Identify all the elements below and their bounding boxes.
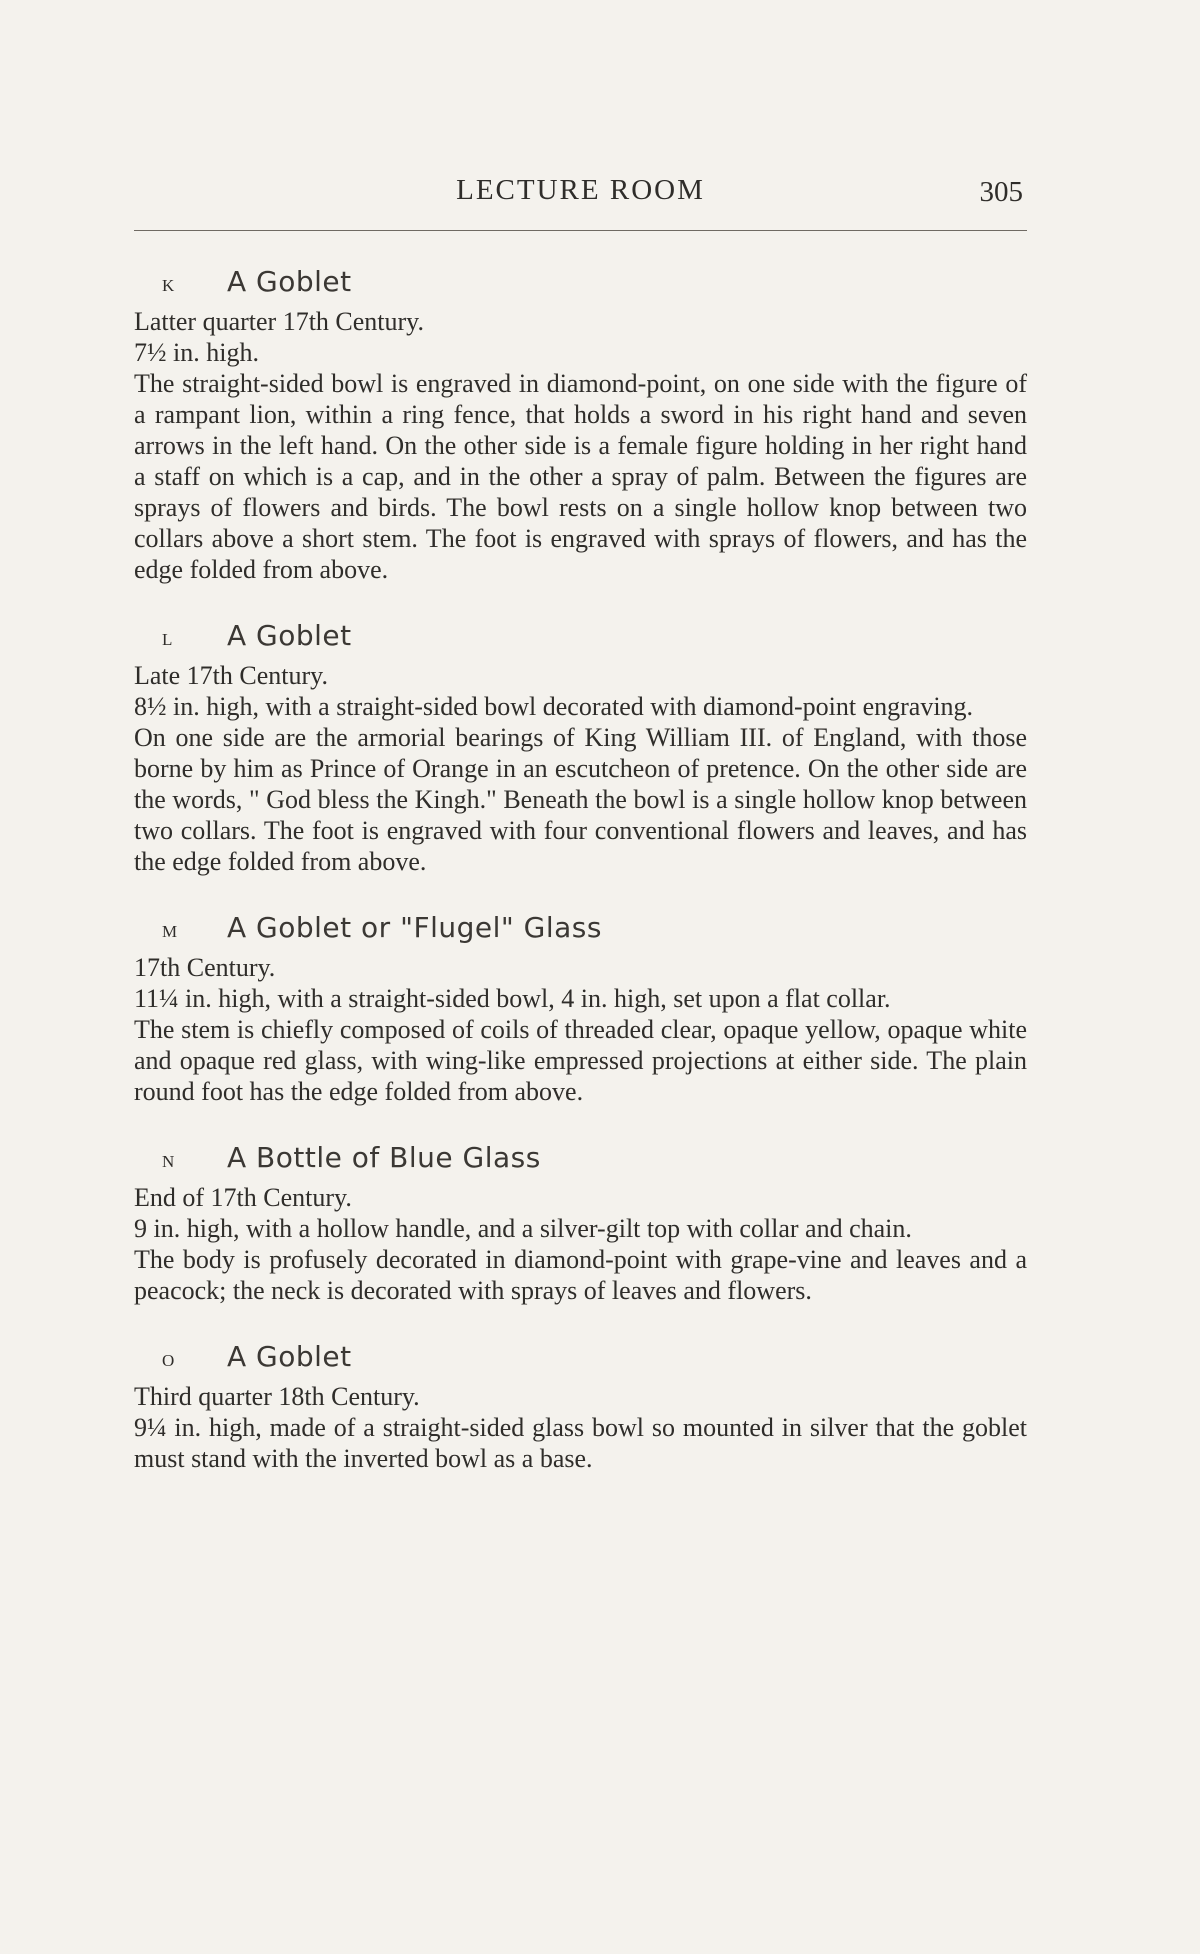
catalog-entry-n [134,1141,1027,1306]
entry-description: The body is profusely decorated in diamond-point with grape-vine and leaves and a peacock; the neck is decorated with sprays of leaves and flowers. [134,1245,1027,1305]
entry-letter: M [162,922,179,941]
entry-description: On one side are the armorial bearings of King William III. of England, with those borne by him as Prince of Orange in an escutcheon of pretence. On the other side are the words, " God bless the Kingh." Beneath the bowl is a single hollow knop between two collars. The foot is engraved with four conventional flowers and leaves, and has the edge folded from above. [134,723,1027,876]
entry-height: 7½ in. high. [134,338,259,367]
entry-date: Latter quarter 17th Century. [134,307,424,336]
entry-date: Third quarter 18th Century. [134,1382,420,1411]
entry-letter: O [162,1351,176,1370]
entry-letter: K [162,276,176,295]
entry-height: 11¼ in. high, with a straight-sided bowl, 4 in. high, set upon a flat collar. [134,984,891,1013]
entry-date: Late 17th Century. [134,661,328,690]
entry-heading [162,1141,1027,1174]
entry-heading [162,619,1027,652]
entry-title: A Goblet [227,619,352,652]
entry-heading [162,911,1027,944]
entry-heading [162,1340,1027,1373]
page-content [134,160,1027,1474]
entry-letter: N [162,1152,176,1171]
entry-title: A Goblet or "Flugel" Glass [227,911,602,944]
entry-description: The stem is chiefly composed of coils of threaded clear, opaque yellow, opaque white and opaque red glass, with wing-like empressed projections at either side. The plain round foot has the edge folded from above. [134,1015,1027,1106]
running-title: LECTURE ROOM [456,174,705,206]
entry-title: A Goblet [227,265,352,298]
entry-date: 17th Century. [134,953,276,982]
catalog-entry-o [134,1340,1027,1474]
entry-description: The straight-sided bowl is engraved in diamond-point, on one side with the figure of a rampant lion, within a ring fence, that holds a sword in his right hand and seven arrows in the left hand. On the other side is a female figure holding in her right hand a staff on which is a cap, and in the other a spray of palm. Between the figures are sprays of flowers and birds. The bowl rests on a single hollow knop between two collars above a short stem. The foot is engraved with sprays of flowers, and has the edge folded from above. [134,369,1027,584]
header-rule [134,230,1027,231]
entry-letter: L [162,630,174,649]
entry-title: A Goblet [227,1340,352,1373]
catalog-entry-k [134,265,1027,585]
entry-heading [162,265,1027,298]
entry-height: 8½ in. high, with a straight-sided bowl decorated with diamond-point engraving. [134,692,974,721]
running-head [134,160,1027,220]
page-number: 305 [979,176,1023,208]
entry-height: 9¼ in. high, made of a straight-sided glass bowl so mounted in silver that the goblet must stand with the inverted bowl as a base. [134,1413,1027,1473]
entry-title: A Bottle of Blue Glass [227,1141,541,1174]
entry-date: End of 17th Century. [134,1183,352,1212]
entry-height: 9 in. high, with a hollow handle, and a silver-gilt top with collar and chain. [134,1214,912,1243]
catalog-entry-m [134,911,1027,1107]
catalog-entry-l [134,619,1027,877]
